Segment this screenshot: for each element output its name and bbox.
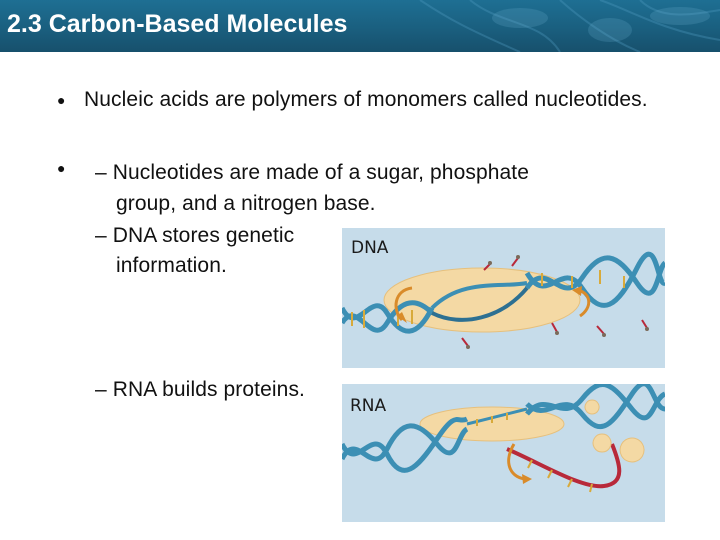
sub-bullet-1-line-1: – Nucleotides are made of a sugar, phosphate <box>95 161 530 184</box>
dna-figure <box>342 228 665 368</box>
bullet-dot-2: ● <box>57 160 66 176</box>
sub-bullet-2-line-1: – DNA stores genetic <box>95 224 295 247</box>
rna-figure-label: RNA <box>350 396 387 416</box>
sub-bullet-2-line-2: information. <box>116 254 227 277</box>
slide-title: 2.3 Carbon-Based Molecules <box>7 10 348 38</box>
dna-figure-label: DNA <box>351 238 389 258</box>
dna-illustration <box>342 228 665 368</box>
rna-figure <box>342 384 665 522</box>
bullet-text-1: Nucleic acids are polymers of monomers called nucleotides. <box>84 88 648 111</box>
sub-bullet-3: – RNA builds proteins. <box>95 378 305 401</box>
rna-illustration <box>342 384 665 522</box>
title-bar <box>0 0 720 52</box>
sub-bullet-1-line-2: group, and a nitrogen base. <box>116 192 376 215</box>
bullet-dot-1: ● <box>57 92 66 108</box>
